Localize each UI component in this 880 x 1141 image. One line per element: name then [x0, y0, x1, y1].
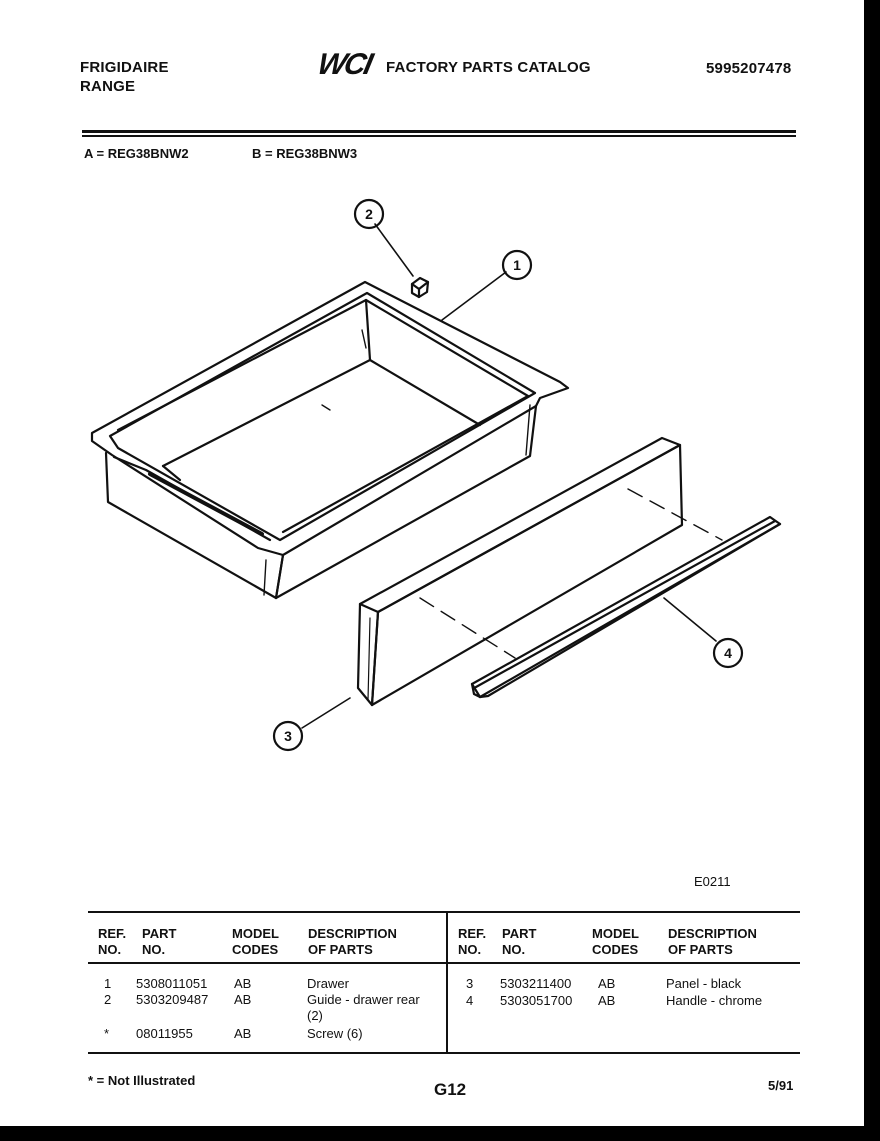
header-desc-line1-right: DESCRIPTION [668, 926, 757, 941]
catalog-title: FACTORY PARTS CATALOG [386, 59, 591, 76]
part-no: 5308011051 [136, 976, 208, 991]
handle-part [472, 517, 780, 697]
header-desc-line2-right: OF PARTS [668, 942, 733, 957]
table-rule-top [88, 911, 800, 913]
col-desc-header-left [308, 926, 397, 958]
logo-text: WCI [314, 48, 374, 81]
ref-no: * [104, 1026, 110, 1041]
header-model-line1: MODEL [232, 926, 279, 941]
model-codes: AB [598, 976, 616, 991]
header-part-line1-right: PART [502, 926, 537, 941]
part-no: 5303209487 [136, 992, 209, 1007]
col-desc-header-right [668, 926, 757, 958]
header-model-line1-right: MODEL [592, 926, 639, 941]
header-part-line2-right: NO. [502, 942, 526, 957]
header-model-line2-right: CODES [592, 942, 639, 957]
header-model-line2: CODES [232, 942, 279, 957]
part-no: 5303211400 [500, 976, 572, 991]
callout-1: 1 [513, 257, 521, 273]
description: Handle - chrome [666, 993, 763, 1008]
description: Guide - drawer rear [307, 992, 420, 1007]
drawer-part [92, 282, 568, 598]
revision-date: 5/91 [768, 1078, 794, 1093]
footnote: * = Not Illustrated [88, 1073, 196, 1088]
ref-no: 4 [466, 993, 474, 1008]
header-ref-line2: NO. [98, 942, 122, 957]
description: Drawer [307, 976, 349, 991]
header-ref-line1-right: REF. [458, 926, 487, 941]
col-part-header-right [502, 926, 536, 958]
ref-no: 2 [104, 992, 112, 1007]
header-part-line1: PART [142, 926, 177, 941]
guide-part [412, 278, 428, 297]
header-desc-line2: OF PARTS [308, 942, 373, 957]
ref-no: 1 [104, 976, 112, 991]
table-rule-bottom [88, 1052, 800, 1054]
description: Panel - black [666, 976, 742, 991]
model-codes: AB [234, 1026, 252, 1041]
ref-no: 3 [466, 976, 474, 991]
callout-3: 3 [284, 728, 292, 744]
part-no: 5303051700 [500, 993, 573, 1008]
table-rule-header [88, 962, 800, 964]
part-no: 08011955 [136, 1026, 193, 1041]
product-type: RANGE [80, 78, 136, 95]
header-ref-line1: REF. [98, 926, 127, 941]
col-model-header-right [592, 926, 639, 958]
callout-4: 4 [724, 645, 732, 661]
model-codes: AB [234, 992, 252, 1007]
col-part-header-left [142, 926, 176, 958]
model-codes: AB [598, 993, 616, 1008]
brand-name: FRIGIDAIRE [80, 59, 169, 76]
col-ref-header-right [458, 926, 486, 958]
model-b: B = REG38BNW3 [252, 146, 358, 161]
callout-2: 2 [365, 206, 373, 222]
col-ref-header-left [98, 926, 126, 958]
header-part-line2: NO. [142, 942, 166, 957]
header-desc-line1: DESCRIPTION [308, 926, 397, 941]
model-a: A = REG38BNW2 [84, 146, 189, 161]
description-cont: (2) [307, 1008, 323, 1023]
model-codes: AB [234, 976, 252, 991]
description: Screw (6) [307, 1026, 363, 1041]
page-number: G12 [434, 1080, 467, 1099]
col-model-header-left [232, 926, 279, 958]
panel-part [358, 438, 682, 705]
table-divider [446, 911, 448, 1054]
header-ref-line2-right: NO. [458, 942, 482, 957]
catalog-number: 5995207478 [706, 60, 792, 77]
figure-code: E0211 [694, 874, 731, 889]
